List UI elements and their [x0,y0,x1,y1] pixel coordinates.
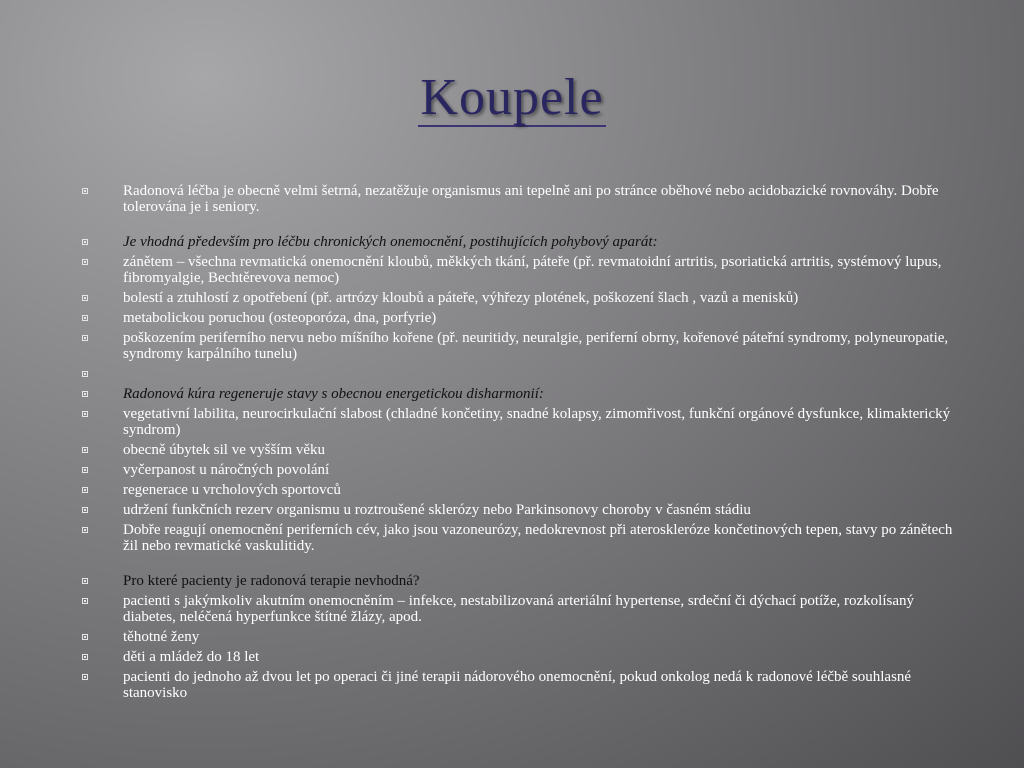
list-item-text: vyčerpanost u náročných povolání [123,462,330,478]
square-bullet-icon [82,634,88,640]
list-item-text: těhotné ženy [123,629,200,645]
square-bullet-icon [82,315,88,321]
square-bullet-icon [82,487,88,493]
square-bullet-icon [82,598,88,604]
list-item-text: poškozením periferního nervu nebo míšního kořene (př. neuritidy, neuralgie, periferní obrny, kořenové páteřní syndromy, polyneuropatie, syndromy karpálního tunelu) [123,330,949,362]
list-item-text: Pro které pacienty je radonová terapie nevhodná? [123,573,420,589]
list-item [80,669,960,701]
list-item-text: Radonová léčba je obecně velmi šetrná, nezatěžuje organismus ani tepelně ani po stránce oběhové nebo acidobazické rovnováhy. Dobře tolerována je i seniory. [123,183,939,215]
list-item-text: pacienti do jednoho až dvou let po operaci či jiné terapii nádorového onemocnění, pokud onkolog nedá k radonové léčbě souhlasné stanovisko [123,669,912,701]
list-item [80,482,960,498]
square-bullet-icon [82,447,88,453]
list-item [80,462,960,478]
list-item-text: Dobře reagují onemocnění periferních cév, jako jsou vazoneurózy, nedokrevnost při ateroskleróze končetinových tepen, stavy po zánětech žil nebo revmatické vaskulitidy. [123,522,953,554]
list-item [80,366,960,382]
list-item-text: zánětem – všechna revmatická onemocnění kloubů, měkkých tkání, páteře (př. revmatoidní artritis, psoriatická artritis, systémový lupus, fibromyalgie, Bechtěrevova nemoc) [123,254,942,286]
slide-title [0,68,1024,127]
list-item [80,254,960,286]
list-item [80,522,960,554]
square-bullet-icon [82,391,88,397]
square-bullet-icon [82,578,88,584]
square-bullet-icon [82,674,88,680]
list-item [80,442,960,458]
list-item-text [123,366,127,382]
list-item [80,234,960,250]
list-item-text: regenerace u vrcholových sportovců [123,482,341,498]
square-bullet-icon [82,335,88,341]
list-item-text: vegetativní labilita, neurocirkulační slabost (chladné končetiny, snadné kolapsy, zimomřivost, funkční orgánové dysfunkce, klimakterický syndrom) [123,406,951,438]
list-item-text: bolestí a ztuhlostí z opotřebení (př. artrózy kloubů a páteře, výhřezy plotének, poškození šlach , vazů a menisků) [123,290,799,306]
list-item [80,183,960,215]
list-item [80,502,960,518]
square-bullet-icon [82,507,88,513]
list-item [80,649,960,665]
square-bullet-icon [82,239,88,245]
list-item [80,330,960,362]
list-item [80,573,960,589]
bullet-list [80,183,960,705]
list-item [80,406,960,438]
square-bullet-icon [82,467,88,473]
list-item [80,310,960,326]
list-item-text: obecně úbytek sil ve vyšším věku [123,442,326,458]
slide-title-text: Koupele [420,69,604,126]
square-bullet-icon [82,295,88,301]
list-item [80,629,960,645]
square-bullet-icon [82,259,88,265]
square-bullet-icon [82,371,88,377]
list-item [80,290,960,306]
square-bullet-icon [82,654,88,660]
square-bullet-icon [82,411,88,417]
list-item [80,386,960,402]
list-item-text: udržení funkčních rezerv organismu u roztroušené sklerózy nebo Parkinsonovy choroby v časném stádiu [123,502,751,518]
square-bullet-icon [82,188,88,194]
list-item-text: metabolickou poruchou (osteoporóza, dna, porfyrie) [123,310,437,326]
list-item-text: Je vhodná především pro léčbu chronických onemocnění, postihujících pohybový aparát: [123,234,658,250]
list-item-text: Radonová kúra regeneruje stavy s obecnou energetickou disharmonií: [123,386,544,402]
list-item-text: děti a mládež do 18 let [123,649,260,665]
square-bullet-icon [82,527,88,533]
list-item [80,593,960,625]
list-item-text: pacienti s jakýmkoliv akutním onemocněním – infekce, nestabilizovaná arteriální hypertense, srdeční či dýchací potíže, rozkolísaný diabetes, neléčená hyperfunkce štítné žlázy, apod. [123,593,914,625]
